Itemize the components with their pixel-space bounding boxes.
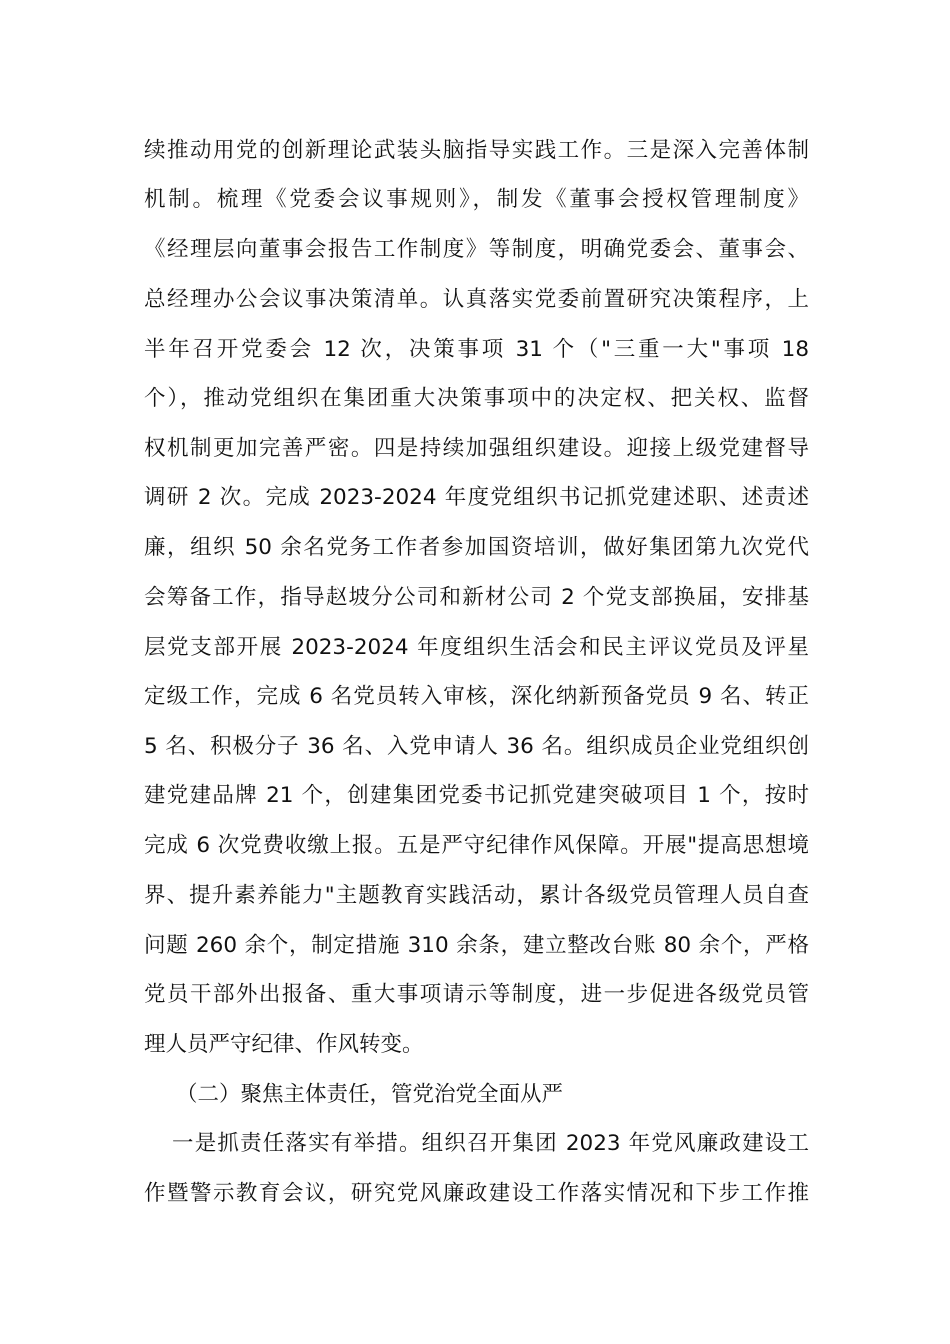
paragraph-line: 会筹备工作，指导赵坡分公司和新材公司 2 个党支部换届，安排基 — [144, 585, 809, 610]
paragraph-line: 调研 2 次。完成 2023-2024 年度党组织书记抓党建述职、述责述 — [144, 485, 809, 510]
paragraph-line: 完成 6 次党费收缴上报。五是严守纪律作风保障。开展"提高思想境 — [144, 833, 809, 858]
paragraph-line: 个），推动党组织在集团重大决策事项中的决定权、把关权、监督 — [144, 386, 809, 411]
paragraph-line: 半年召开党委会 12 次，决策事项 31 个（"三重一大"事项 18 — [144, 337, 809, 362]
paragraph-line: 定级工作，完成 6 名党员转入审核，深化纳新预备党员 9 名、转正 — [144, 684, 809, 709]
paragraph-line: 建党建品牌 21 个，创建集团党委书记抓党建突破项目 1 个，按时 — [144, 783, 809, 808]
paragraph-line: 续推动用党的创新理论武装头脑指导实践工作。三是深入完善体制 — [144, 138, 809, 163]
paragraph-line: 《经理层向董事会报告工作制度》等制度，明确党委会、董事会、 — [144, 237, 809, 262]
paragraph-line: 廉，组织 50 余名党务工作者参加国资培训，做好集团第九次党代 — [144, 535, 809, 560]
paragraph-line: 一是抓责任落实有举措。组织召开集团 2023 年党风廉政建设工 — [172, 1131, 809, 1156]
paragraph-line: 机制。梳理《党委会议事规则》，制发《董事会授权管理制度》 — [144, 187, 809, 212]
paragraph-line: 党员干部外出报备、重大事项请示等制度，进一步促进各级党员管 — [144, 982, 809, 1007]
paragraph-line: 权机制更加完善严密。四是持续加强组织建设。迎接上级党建督导 — [144, 436, 809, 461]
paragraph-line: 层党支部开展 2023-2024 年度组织生活会和民主评议党员及评星 — [144, 635, 809, 660]
paragraph-line: 界、提升素养能力"主题教育实践活动，累计各级党员管理人员自查 — [144, 883, 809, 908]
section-heading: （二）聚焦主体责任，管党治党全面从严 — [176, 1082, 564, 1107]
paragraph-line: 作暨警示教育会议，研究党风廉政建设工作落实情况和下步工作推 — [144, 1181, 809, 1206]
paragraph-line: 总经理办公会议事决策清单。认真落实党委前置研究决策程序，上 — [144, 287, 809, 312]
paragraph-line: 理人员严守纪律、作风转变。 — [144, 1032, 424, 1057]
paragraph-line: 问题 260 余个，制定措施 310 余条，建立整改台账 80 余个，严格 — [144, 933, 809, 958]
paragraph-line: 5 名、积极分子 36 名、入党申请人 36 名。组织成员企业党组织创 — [144, 734, 809, 759]
